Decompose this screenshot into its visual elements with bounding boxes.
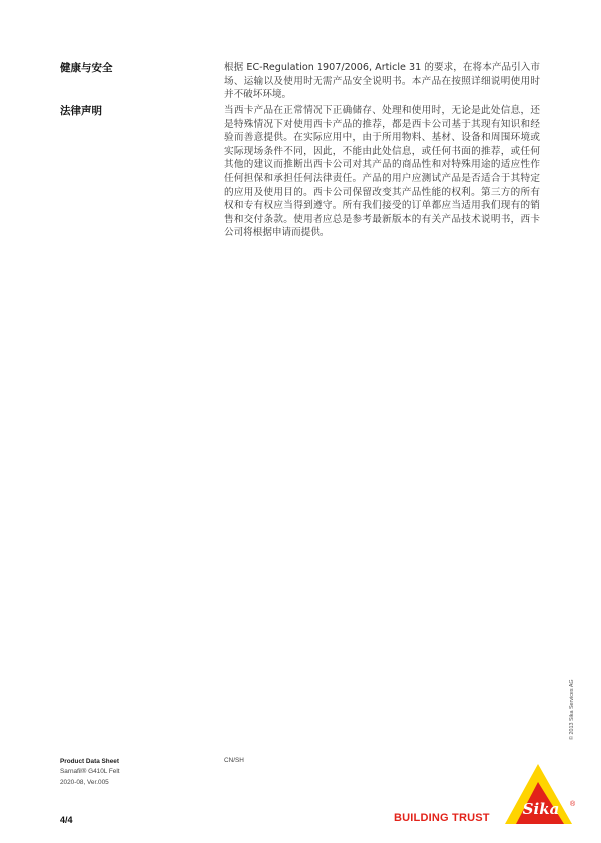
copyright-notice: © 2013 Sika Services AG (569, 679, 575, 740)
section-heading: 健康与安全 (60, 62, 113, 74)
footer-country-code: CN/SH (224, 757, 244, 764)
footer-product-name: Sarnafil® G410L Felt (60, 768, 120, 775)
section-body: 根据 EC-Regulation 1907/2006, Article 31 的要求，在将本产品引入市场、运输以及使用时无需产品安全说明书。本产品在按照详细说明使用时并不破坏环境。 (224, 62, 540, 101)
page-number: 4/4 (60, 815, 73, 825)
section-body: 当西卡产品在正常情况下正确储存、处理和使用时，无论是此处信息，还是特殊情况下对使用西卡产品的推荐，都是西卡公司基于其现有知识和经验而善意提供。在实际应用中，由于所用物料、基材、设备和周围环境或实际现场条件不同，因此，不能由此处信息，或任何书面的推荐，或任何其他的建议而推断出西卡公司对其产品的商品性和对特殊用途的适应性作任何担保和承担任何法律责任。产品的用户应测试产品是否适合于其特定的应用及使用目的。西卡公司保留改变其产品性能的权利。第三方的所有权和专有权应当得到遵守。所有我们接受的订单都应当适用我们现有的销售和交付条款。使用者应总是参考最新版本的有关产品技术说明书，西卡公司将根据申请而提供。 (224, 105, 540, 239)
section-health-safety (60, 61, 560, 106)
slogan: BUILDING TRUST (394, 812, 490, 824)
registered-mark: ® (570, 801, 576, 808)
sika-logo (502, 762, 578, 826)
footer-date-version: 2020-08, Ver.005 (60, 779, 109, 786)
footer-doc-type: Product Data Sheet (60, 758, 119, 765)
section-legal-notice (60, 104, 560, 239)
section-heading: 法律声明 (60, 105, 102, 117)
logo-wordmark: Sika (522, 800, 560, 818)
